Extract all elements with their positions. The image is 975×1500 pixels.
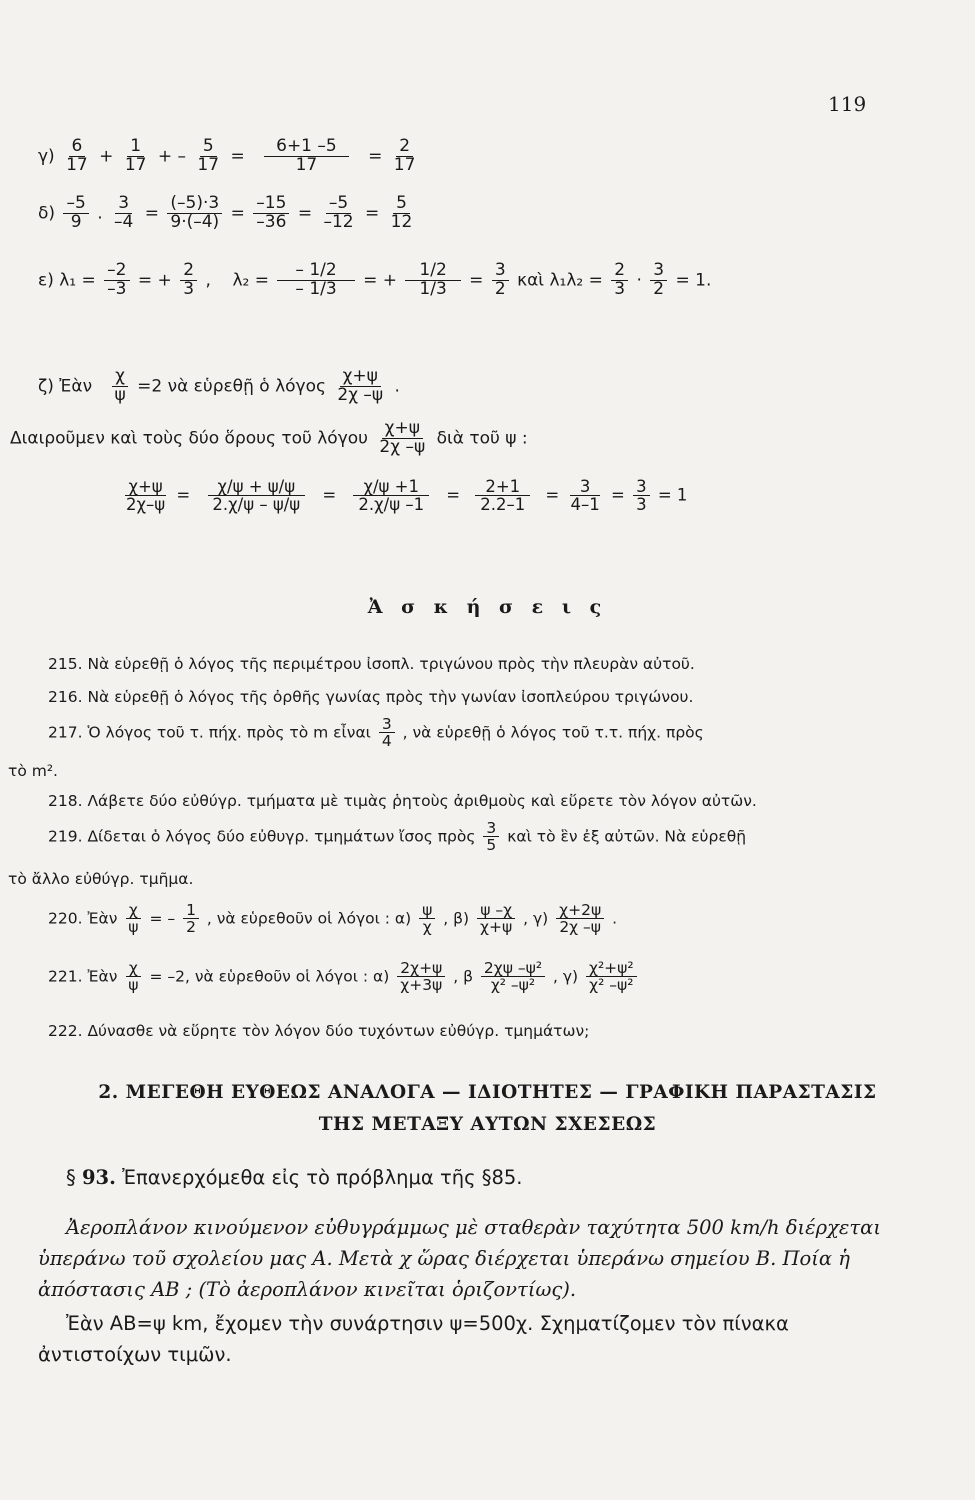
exercises-title: Ἀ σ κ ή σ ε ι ς	[367, 596, 608, 618]
paragraph-93: § 93. Ἐπανερχόμεθα εἰς τὸ πρόβλημα τῆς §85.	[66, 1166, 523, 1189]
exercise-222: 222. Δύνασθε νὰ εὕρητε τὸν λόγον δύο τυχόντων εὐθύγρ. τμημάτων;	[48, 1022, 590, 1040]
solution-delta: δ) $\frac{-5}{9}$ . $\frac{3}{-4}$ = $\frac{(-5)\cdot 3}{9\cdot(-4)}$ = $\frac{-15}{-36}$ = $\frac{-5}{-12}$ = $\frac{5}{12}$	[38, 193, 413, 232]
solution-epsilon: ε) λ₁ = $\frac{-2}{-3}$ = + $\frac{2}{3}$ , λ₂ = $\frac{- 1/2}{- 1/3}$ = + $\frac{1/2}{1/3}$ = $\frac{3}{2}$ καὶ λ₁λ₂ = $\frac{2}{3}$ · $\frac{3}{2}$ = 1.	[38, 260, 712, 299]
divide-line: Διαιροῦμεν καὶ τοὺς δύο ὅρους τοῦ λόγου $\frac{\chi+\psi}{2\chi -\psi}$ διὰ τοῦ ψ :	[10, 418, 528, 457]
exercise-221: 221. Ἐὰν $\frac{\chi}{\psi}$ = –2, νὰ εὑρεθοῦν οἱ λόγοι : α) $\frac{2\chi+\psi}{\chi+3\psi}$ , β $\frac{\text{2χψ –ψ²}}{\text{χ² –ψ²}}$ , γ) $\frac{\text{χ²+ψ²}}{\text{χ² –ψ²}}$	[48, 960, 640, 994]
section-heading-line2: ΤΗΣ ΜΕΤΑΞΥ ΑΥΤΩΝ ΣΧΕΣΕΩΣ	[318, 1114, 657, 1135]
exercise-219-cont: τὸ ἄλλο εὐθύγρ. τμῆμα.	[8, 870, 194, 888]
solution-zeta: ζ) Ἐὰν $\frac{\chi}{\psi}$ =2 νὰ εὑρεθῇ ὁ λόγος $\frac{\chi+\psi}{2\chi -\psi}$ .	[38, 366, 400, 405]
exercise-220: 220. Ἐὰν $\frac{\chi}{\psi}$ = – $\frac{1}{2}$ , νὰ εὑρεθοῦν οἱ λόγοι : α) $\frac{\psi}{\chi}$ , β) $\frac{\psi -\chi}{\chi+\psi}$ , γ) $\frac{\chi+2\psi}{2\chi -\psi}$ .	[48, 901, 618, 937]
italic-problem: Ἀεροπλάνον κινούμενον εὐθυγράμμως μὲ σταθερὰν ταχύτητα 500 km/h διέρχεται ὑπεράνω τοῦ σχολείου μας Α. Μετὰ χ ὥρας διέρχεται ὑπεράνω σημείου Β. Ποία ἡ ἀπόστασις ΑΒ ; (Τὸ ἀεροπλάνον κινεῖται ὁριζοντίως).	[38, 1216, 881, 1301]
exercise-217-cont: τὸ m².	[8, 762, 58, 780]
section-heading-line1: 2. ΜΕΓΕΘΗ ΕΥΘΕΩΣ ΑΝΑΛΟΓΑ — ΙΔΙΟΤΗΤΕΣ — ΓΡΑΦΙΚΗ ΠΑΡΑΣΤΑΣΙΣ	[98, 1082, 877, 1103]
exercise-215: 215. Νὰ εὑρεθῇ ὁ λόγος τῆς περιμέτρου ἰσοπλ. τριγώνου πρὸς τὴν πλευρὰν αὐτοῦ.	[48, 655, 695, 673]
exercise-217: 217. Ὁ λόγος τοῦ τ. πήχ. πρὸς τὸ m εἶναι $\frac{3}{4}$ , νὰ εὑρεθῇ ὁ λόγος τοῦ τ.τ. πήχ. πρὸς	[48, 715, 704, 751]
exercise-218: 218. Λάβετε δύο εὐθύγρ. τμήματα μὲ τιμὰς ῥητοὺς ἀριθμοὺς καὶ εὕρετε τὸν λόγον αὐτῶν.	[48, 792, 757, 810]
derivation: $\frac{\chi+\psi}{2\chi-\psi}$ = $\frac{\chi/\psi + \psi/\psi}{2.\chi/\psi - \psi/\psi}$ = $\frac{\chi/\psi +1}{2.\chi/\psi -1}$ = $\frac{2+1}{2.2-1}$ = $\frac{3}{4-1}$ = $\frac{3}{3}$ = 1	[126, 477, 688, 515]
solution-gamma: γ) $\frac{6}{17}$ + $\frac{1}{17}$ + – $\frac{5}{17}$ = $\frac{6+1 -5}{17}$ = $\frac{2}{17}$	[38, 136, 416, 175]
page-number: 119	[828, 92, 867, 116]
exercise-219: 219. Δίδεται ὁ λόγος δύο εὐθυγρ. τμημάτων ἴσος πρὸς $\frac{3}{5}$ καὶ τὸ ἓν ἐξ αὐτῶν. Νὰ εὑρεθῇ	[48, 819, 747, 855]
exercise-216: 216. Νὰ εὑρεθῇ ὁ λόγος τῆς ὀρθῆς γωνίας πρὸς τὴν γωνίαν ἰσοπλεύρου τριγώνου.	[48, 688, 694, 706]
final-paragraph: Ἐὰν ΑΒ=ψ km, ἔχομεν τὴν συνάρτησιν ψ=500χ. Σχηματίζομεν τὸν πίνακα ἀντιστοίχων τιμῶν.	[38, 1312, 789, 1366]
